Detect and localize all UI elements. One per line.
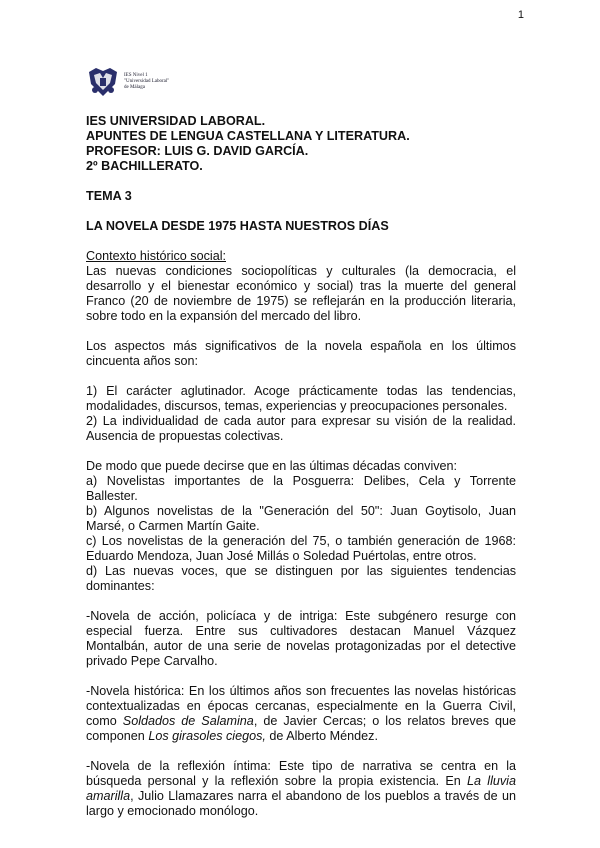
historica-title-2: Los girasoles ciegos, — [148, 729, 266, 743]
reflexion-text-2: , Julio Llamazares narra el abandono de los pueblos a través de un largo y emocionado monólogo. — [86, 789, 516, 818]
document-body — [86, 114, 516, 819]
historica-title-1: Soldados de Salamina — [122, 714, 254, 728]
aspects-intro: Los aspectos más significativos de la novela española en los últimos cincuenta años son: — [86, 339, 516, 368]
coexist-item-b: b) Algunos novelistas de la "Generación del 50": Juan Goytisolo, Juan Marsé, o Carmen Martín Gaite. — [86, 504, 516, 533]
school-name: IES UNIVERSIDAD LABORAL. — [86, 114, 266, 128]
course-name: 2º BACHILLERATO. — [86, 159, 203, 173]
aspect-item-1: 1) El carácter aglutinador. Acoge prácticamente todas las tendencias, modalidades, discursos, temas, experiencias y preocupaciones personales. — [86, 384, 516, 413]
school-logo — [86, 66, 186, 98]
topic-label: TEMA 3 — [86, 189, 132, 203]
coexist-item-a: a) Novelistas importantes de la Posguerra: Delibes, Cela y Torrente Ballester. — [86, 474, 516, 503]
teacher-name: PROFESOR: LUIS G. DAVID GARCÍA. — [86, 144, 309, 158]
reflexion-title-1: La lluvia amarilla — [86, 774, 516, 803]
logo-text — [124, 73, 169, 91]
context-paragraph: Las nuevas condiciones sociopolíticas y culturales (la democracia, el desarrollo y el bienestar económico y social) tras la muerte del general Franco (20 de noviembre de 1975) se reflejarán en la producción literaria, sobre todo en la expansión del mercado del libro. — [86, 264, 516, 323]
novela-accion-paragraph: -Novela de acción, policíaca y de intriga: Este subgénero resurge con especial fuerza. Entre sus cultivadores destacan Manuel Vázquez Montalbán, autor de una serie de novelas protagonizadas por el detective privado Pepe Carvalho. — [86, 609, 516, 668]
novela-reflexion-paragraph — [86, 759, 516, 819]
context-heading: Contexto histórico social: — [86, 249, 226, 263]
school-crest-icon — [86, 66, 120, 98]
subject-name: APUNTES DE LENGUA CASTELLANA Y LITERATURA. — [86, 129, 410, 143]
coexist-intro: De modo que puede decirse que en las últimas décadas conviven: — [86, 459, 458, 473]
logo-line-2: "Universidad Laboral" — [124, 79, 170, 84]
logo-line-1: IES Nivel 1 — [124, 73, 148, 78]
historica-text-2: , de Javier Cercas; o los relatos breves que componen — [86, 714, 517, 743]
reflexion-text-1: -Novela de la reflexión íntima: Este tipo de narrativa se centra en la búsqueda personal y la reflexión sobre la propia existencia. En — [86, 759, 516, 788]
aspect-item-2: 2) La individualidad de cada autor para expresar su visión de la realidad. Ausencia de propuestas colectivas. — [86, 414, 516, 443]
coexist-item-d: d) Las nuevas voces, que se distinguen por las siguientes tendencias dominantes: — [86, 564, 516, 593]
coexist-item-c: c) Los novelistas de la generación del 75, o también generación de 1968: Eduardo Mendoza, Juan José Millás o Soledad Puértolas, entre otros. — [86, 534, 516, 563]
novela-historica-paragraph — [86, 684, 516, 744]
historica-text-3: de Alberto Méndez. — [265, 729, 378, 743]
historica-text-1: -Novela histórica: En los últimos años son frecuentes las novelas históricas contextualizadas en épocas cercanas, especialmente en la Guerra Civil, como — [86, 684, 516, 728]
logo-line-3: de Málaga — [124, 85, 145, 90]
page-number: 1 — [517, 9, 524, 21]
document-title: LA NOVELA DESDE 1975 HASTA NUESTROS DÍAS — [86, 219, 389, 233]
